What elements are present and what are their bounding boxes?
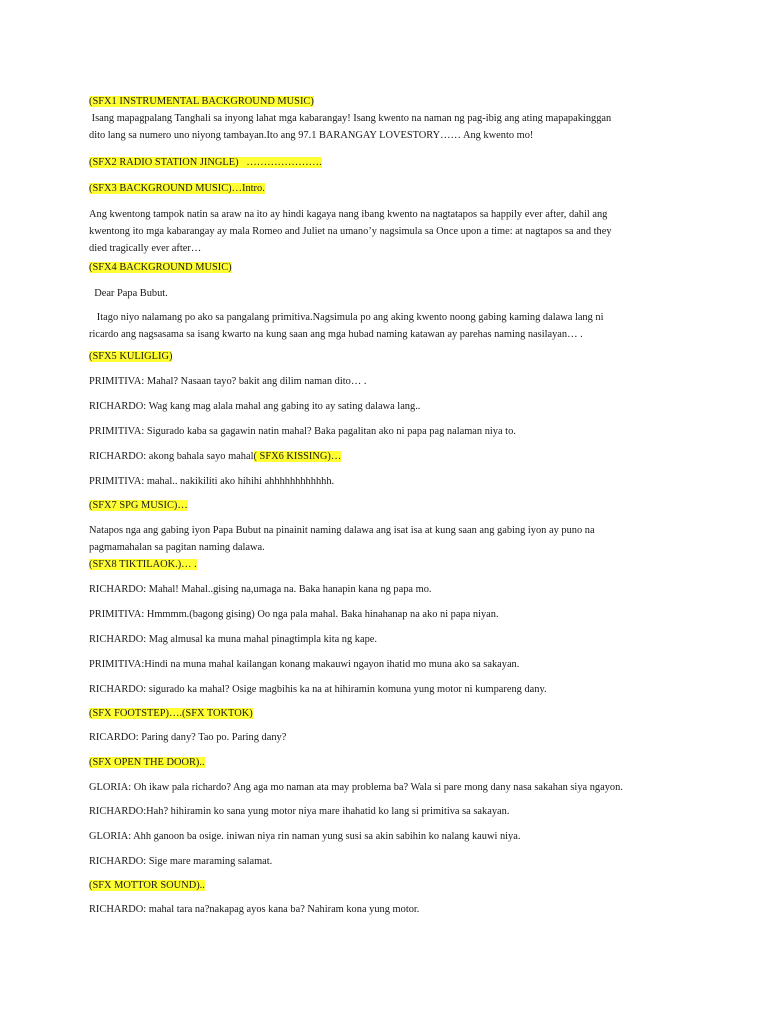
text-line: Dear Papa Bubut. [89,288,168,299]
paragraph [89,828,520,845]
text-line: GLORIA: Ahh ganoon ba osige. iniwan niya rin naman yung susi sa akin sabihin ko nalang kauwi niya. [89,831,521,842]
text-line: RICHARDO: sigurado ka mahal? Osige magbihis ka na at hihiramin komuna yung motor ni kumpareng dany. [89,684,547,695]
dialogue-text: RICHARDO: akong bahala sayo mahal [89,451,254,462]
paragraph [89,423,516,440]
sfx-cue [89,497,188,514]
paragraph [89,285,168,302]
sfx-highlight: (SFX3 BACKGROUND MUSIC)…Intro. [89,183,265,194]
sfx-highlight: ( SFX6 KISSING)… [253,451,342,462]
text-line: PRIMITIVA: Sigurado kaba sa gagawin natin mahal? Baka pagalitan ako ni papa pag nalaman niya to. [89,426,516,437]
paragraph [89,110,611,144]
sfx-cue [89,180,265,197]
paragraph [89,309,604,343]
paragraph [89,681,547,698]
text-line: pagmamahalan sa pagitan naming dalawa. [89,542,265,553]
paragraph [89,729,286,746]
paragraph [89,373,366,390]
sfx-cue [89,556,197,573]
text-line: dito lang sa numero uno niyong tambayan.Ito ang 97.1 BARANGAY LOVESTORY…… Ang kwento mo! [89,130,534,141]
paragraph [89,631,377,648]
text-line: Isang mapagpalang Tanghali sa inyong lahat mga kabarangay! Isang kwento na naman ng pag-ibig ang ating mapapakinggan [89,113,612,124]
text-line: GLORIA: Oh ikaw pala richardo? Ang aga mo naman ata may problema ba? Wala si pare mong dany nasa sakahan siya ngayon. [89,782,623,793]
text-line: RICHARDO: mahal tara na?nakapag ayos kana ba? Nahiram kona yung motor. [89,904,420,915]
paragraph [89,779,623,796]
sfx-highlight: (SFX7 SPG MUSIC)… [89,500,188,511]
text-line: RICARDO: Paring dany? Tao po. Paring dany? [89,732,287,743]
text-line: Natapos nga ang gabing iyon Papa Bubut na pinainit naming dalawa ang isat isa at kung saan ang gabing iyon ay puno na [89,525,595,536]
dialogue-line [89,448,341,465]
text-line: RICHARDO: Sige mare maraming salamat. [89,856,273,867]
sfx-highlight: (SFX8 TIKTILAOK.)… . [89,559,197,570]
text-line: ricardo ang nagsasama sa isang kwarto na kung saan ang mga hubad naming katawan ay parehas naming nasilayan… . [89,329,583,340]
sfx-highlight: (SFX FOOTSTEP)….(SFX TOKTOK) [89,708,253,719]
paragraph [89,473,334,490]
paragraph [89,522,595,556]
sfx-cue [89,93,314,110]
text-line: RICHARDO: Mahal! Mahal..gising na,umaga na. Baka hanapin kana ng papa mo. [89,584,432,595]
paragraph [89,581,432,598]
sfx-cue [89,348,172,365]
text-line: Ang kwentong tampok natin sa araw na ito ay hindi kagaya nang ibang kwento na nagtatapos sa happily ever after, dahil ang [89,209,608,220]
text-line: RICHARDO: Wag kang mag alala mahal ang gabing ito ay sating dalawa lang.. [89,401,421,412]
text-line: kwentong ito mga kabarangay ay mala Romeo and Juliet na umano’y nagsimula sa Once upon a time: at nagtapos sa and they [89,226,612,237]
text-line: PRIMITIVA: Mahal? Nasaan tayo? bakit ang dilim naman dito… . [89,376,367,387]
paragraph [89,656,519,673]
sfx-highlight: (SFX OPEN THE DOOR).. [89,757,205,768]
text-line: RICHARDO: Mag almusal ka muna mahal pinagtimpla kita ng kape. [89,634,377,645]
paragraph [89,206,612,257]
sfx-cue [89,705,253,722]
text-line: died tragically ever after… [89,243,202,254]
text-line: PRIMITIVA: Hmmmm.(bagong gising) Oo nga pala mahal. Baka hinahanap na ako ni papa niyan. [89,609,499,620]
text-line: RICHARDO:Hah? hihiramin ko sana yung motor niya mare ihahatid ko lang si primitiva sa sakayan. [89,806,510,817]
paragraph [89,901,419,918]
paragraph [89,398,420,415]
sfx-cue [89,754,205,771]
sfx-highlight: (SFX MOTTOR SOUND).. [89,880,205,891]
sfx-highlight: (SFX1 INSTRUMENTAL BACKGROUND MUSIC) [89,96,314,107]
paragraph [89,803,509,820]
text-line: PRIMITIVA:Hindi na muna mahal kailangan konang makauwi ngayon ihatid mo muna ako sa sakayan. [89,659,520,670]
sfx-highlight: (SFX5 KULIGLIG) [89,351,173,362]
paragraph [89,853,272,870]
text-line: Itago niyo nalamang po ako sa pangalang primitiva.Nagsimula po ang aking kwento noong gabing kaming dalawa lang ni [89,312,604,323]
sfx-cue [89,259,232,276]
text-line: PRIMITIVA: mahal.. nakikiliti ako hihihi ahhhhhhhhhhhh. [89,476,335,487]
sfx-highlight: (SFX2 RADIO STATION JINGLE) …………………. [89,157,322,168]
sfx-cue [89,154,322,171]
paragraph [89,606,499,623]
sfx-cue [89,877,205,894]
sfx-highlight: (SFX4 BACKGROUND MUSIC) [89,262,232,273]
